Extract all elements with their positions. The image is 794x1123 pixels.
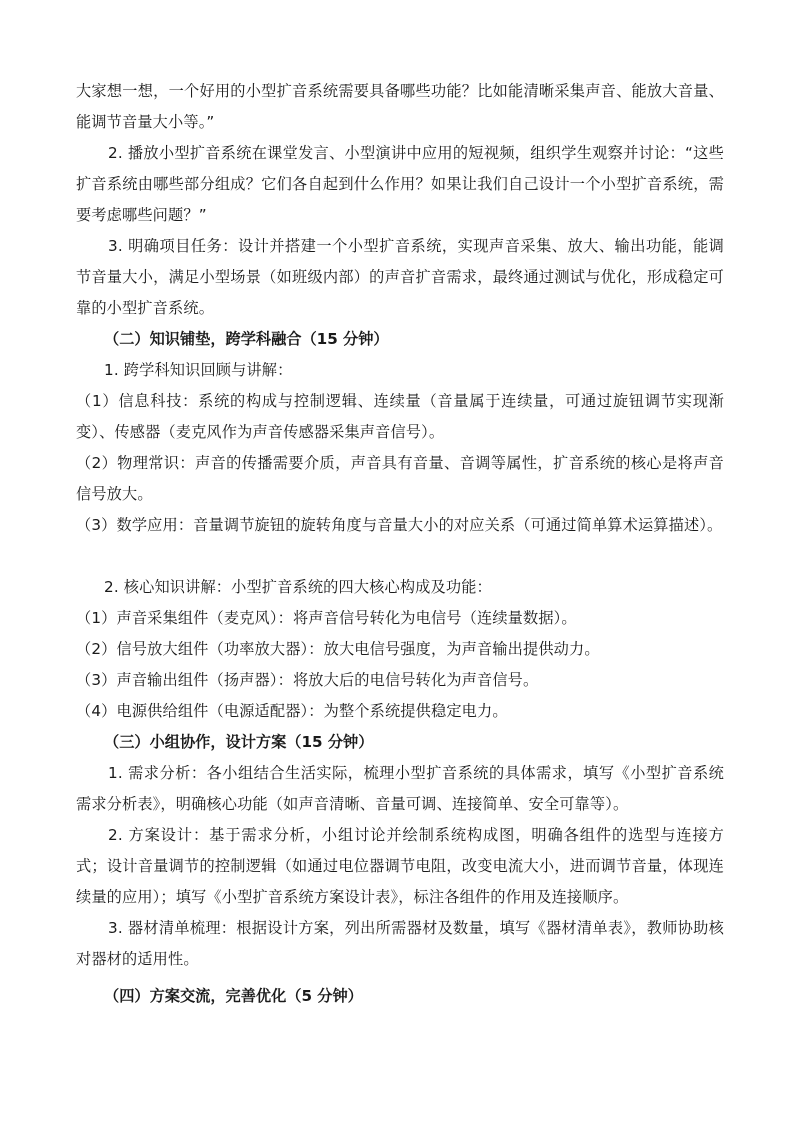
list-item-power-supply: （4）电源供给组件（电源适配器）：为整个系统提供稳定电力。: [76, 702, 508, 720]
list-item-info-tech: （1）信息科技：系统的构成与控制逻辑、连续量（音量属于连续量，可通过旋钮调节实现渐变）、传感器（麦克风作为声音传感器采集声音信号）。: [76, 392, 724, 441]
paragraph-requirement-analysis: 1. 需求分析：各小组结合生活实际，梳理小型扩音系统的具体需求，填写《小型扩音系统需求分析表》，明确核心功能（如声音清晰、音量可调、连接简单、安全可靠等）。: [76, 764, 724, 813]
section-heading-3: （三）小组协作，设计方案（15 分钟）: [104, 733, 374, 751]
paragraph-equipment-list: 3. 器材清单梳理：根据设计方案，列出所需器材及数量，填写《器材清单表》，教师协助核对器材的适用性。: [76, 919, 724, 968]
list-item-math: （3）数学应用：音量调节旋钮的旋转角度与音量大小的对应关系（可通过简单算术运算描述）。: [76, 516, 723, 534]
list-item-knowledge-review: 1. 跨学科知识回顾与讲解：: [104, 361, 293, 379]
list-item-speaker: （3）声音输出组件（扬声器）：将放大后的电信号转化为声音信号。: [76, 671, 539, 689]
list-item-core-knowledge: 2. 核心知识讲解：小型扩音系统的四大核心构成及功能：: [104, 578, 492, 596]
list-item-physics: （2）物理常识：声音的传播需要介质，声音具有音量、音调等属性，扩音系统的核心是将声音信号放大。: [76, 454, 724, 503]
paragraph-intro-question: 大家想一想，一个好用的小型扩音系统需要具备哪些功能？比如能清晰采集声音、能放大音量、能调节音量大小等。”: [76, 82, 724, 131]
paragraph-solution-design: 2. 方案设计：基于需求分析，小组讨论并绘制系统构成图，明确各组件的选型与连接方式；设计音量调节的控制逻辑（如通过电位器调节电阻，改变电流大小，进而调节音量，体现连续量的应用）；填写《小型扩音系统方案设计表》，标注各组件的作用及连接顺序。: [76, 826, 724, 906]
paragraph-video-discussion: 2. 播放小型扩音系统在课堂发言、小型演讲中应用的短视频，组织学生观察并讨论：“这些扩音系统由哪些部分组成？它们各自起到什么作用？如果让我们自己设计一个小型扩音系统，需要考虑哪些问题？”: [76, 144, 724, 224]
section-heading-4: （四）方案交流，完善优化（5 分钟）: [104, 987, 363, 1005]
section-heading-2: （二）知识铺垫，跨学科融合（15 分钟）: [104, 330, 389, 348]
list-item-amplifier: （2）信号放大组件（功率放大器）：放大电信号强度，为声音输出提供动力。: [76, 640, 600, 658]
list-item-microphone: （1）声音采集组件（麦克风）：将声音信号转化为电信号（连续量数据）。: [76, 609, 577, 627]
paragraph-project-task: 3. 明确项目任务：设计并搭建一个小型扩音系统，实现声音采集、放大、输出功能，能调节音量大小，满足小型场景（如班级内部）的声音扩音需求，最终通过测试与优化，形成稳定可靠的小型扩音系统。: [76, 237, 724, 317]
